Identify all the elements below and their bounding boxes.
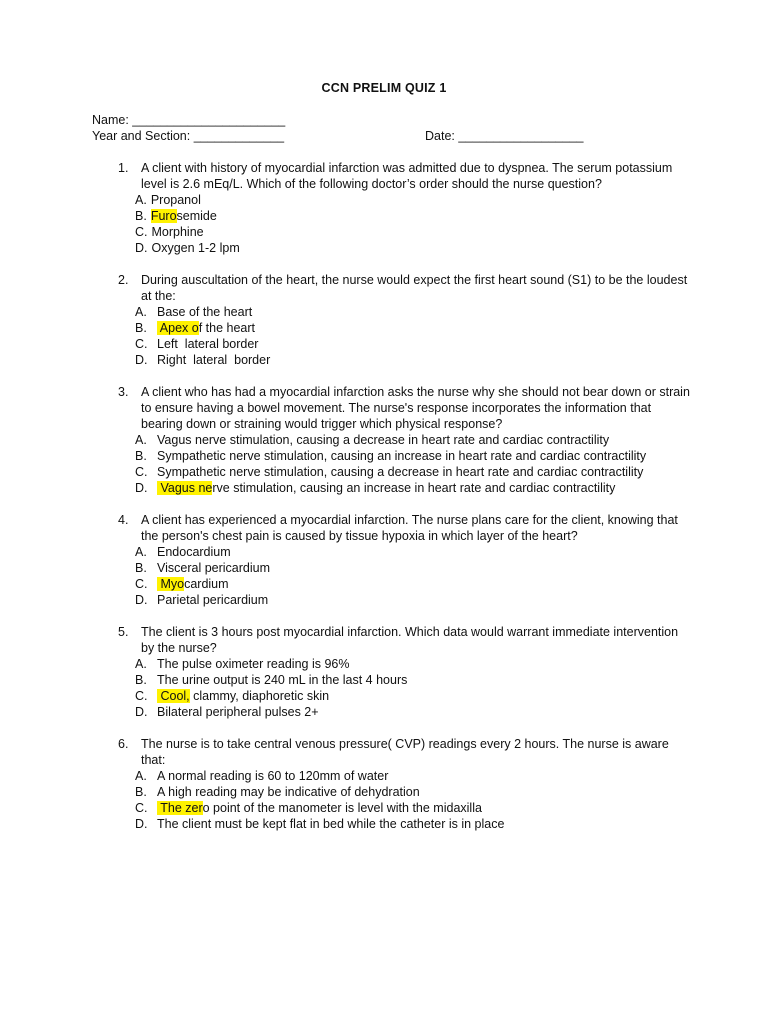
- option-letter: D.: [135, 593, 148, 607]
- option-text: [157, 672, 687, 688]
- option-text: [157, 480, 687, 496]
- option-text: [157, 816, 687, 832]
- answer-option: [135, 576, 692, 592]
- answer-option: [135, 768, 692, 784]
- option-text-rest: Vagus nerve stimulation, causing a decrease in heart rate and cardiac contractility: [157, 433, 610, 447]
- option-text-rest: Parietal pericardium: [157, 593, 269, 607]
- question-number: 1.: [118, 161, 129, 175]
- option-text-rest: rve stimulation, causing an increase in heart rate and cardiac contractility: [212, 481, 616, 495]
- option-letter: A.: [135, 545, 147, 559]
- option-letter: C.: [135, 801, 148, 815]
- option-text-rest: Endocardium: [157, 545, 231, 559]
- answer-option: [135, 656, 692, 672]
- option-text-rest: Sympathetic nerve stimulation, causing an increase in heart rate and cardiac contractility: [157, 449, 647, 463]
- option-letter: B.: [135, 785, 147, 799]
- option-text: [157, 768, 687, 784]
- option-text-rest: Morphine: [151, 225, 204, 239]
- quiz-title: CCN PRELIM QUIZ 1: [321, 81, 447, 95]
- question-text: A client who has had a myocardial infarction asks the nurse why she should not bear down or strain to ensure having a bowel movement. The nurse's response incorporates the information that bearing down or straining would trigger which physical response?: [141, 385, 690, 431]
- option-text-rest: Propanol: [150, 193, 201, 207]
- question-number: 3.: [118, 385, 129, 399]
- question-number: 2.: [118, 273, 129, 287]
- option-text: [157, 656, 687, 672]
- option-text-rest: Sympathetic nerve stimulation, causing a decrease in heart rate and cardiac contractility: [157, 465, 644, 479]
- question-text: The nurse is to take central venous pressure( CVP) readings every 2 hours. The nurse is aware that:: [141, 737, 669, 767]
- highlighted-answer: Myo: [157, 577, 185, 591]
- question-text: A client with history of myocardial infarction was admitted due to dyspnea. The serum potassium level is 2.6 mEq/L. Which of the following doctor’s order should the nurse question?: [141, 161, 673, 191]
- question-number: 4.: [118, 513, 129, 527]
- answer-options: [92, 432, 692, 496]
- option-text: [157, 576, 687, 592]
- question-2: [92, 272, 692, 368]
- answer-option: [135, 480, 692, 496]
- answer-options: [92, 304, 692, 368]
- option-text-rest: Right lateral border: [157, 353, 271, 367]
- highlighted-answer: Vagus ne: [157, 481, 213, 495]
- date-field-line: Date: __________________: [425, 129, 584, 143]
- highlighted-answer: The zer: [157, 801, 203, 815]
- option-text: [157, 320, 687, 336]
- question-1: [92, 160, 692, 256]
- answer-option: [135, 336, 692, 352]
- option-letter: C.: [135, 225, 148, 239]
- answer-option: [135, 464, 692, 480]
- option-letter: A.: [135, 433, 147, 447]
- option-text: [157, 592, 687, 608]
- option-text-rest: clammy, diaphoretic skin: [189, 689, 330, 703]
- highlighted-answer: Furo: [150, 209, 177, 223]
- option-text: [152, 225, 204, 239]
- answer-option: [135, 784, 692, 800]
- option-text-rest: cardium: [184, 577, 229, 591]
- option-letter: C.: [135, 577, 148, 591]
- answer-option: [135, 224, 692, 240]
- option-text-rest: A high reading may be indicative of dehydration: [157, 785, 420, 799]
- answer-option: [135, 192, 692, 208]
- answer-option: [135, 800, 692, 816]
- answer-option: [135, 208, 692, 224]
- year-section-field-line: Year and Section: _____________: [92, 129, 285, 143]
- question-5: [92, 624, 692, 720]
- answer-option: [135, 240, 692, 256]
- option-letter: A.: [135, 305, 147, 319]
- option-letter: B.: [135, 449, 147, 463]
- question-6: [92, 736, 692, 832]
- answer-option: [135, 352, 692, 368]
- option-text-rest: The pulse oximeter reading is 96%: [157, 657, 350, 671]
- answer-option: [135, 432, 692, 448]
- option-letter: B.: [135, 321, 147, 335]
- option-letter: D.: [135, 481, 148, 495]
- option-text: [151, 209, 217, 223]
- question-number: 6.: [118, 737, 129, 751]
- answer-options: [92, 192, 692, 256]
- option-text: [157, 704, 687, 720]
- question-list: [92, 160, 692, 848]
- answer-option: [135, 560, 692, 576]
- question-text: During auscultation of the heart, the nurse would expect the first heart sound (S1) to be the loudest at the:: [141, 273, 688, 303]
- highlighted-answer: Cool,: [157, 689, 190, 703]
- answer-options: [92, 544, 692, 608]
- name-field-line: Name: ______________________: [92, 113, 286, 127]
- option-text-rest: f the heart: [198, 321, 255, 335]
- option-text-rest: A normal reading is 60 to 120mm of water: [157, 769, 389, 783]
- option-text-rest: Oxygen 1-2 lpm: [151, 241, 240, 255]
- option-text-rest: o point of the manometer is level with the midaxilla: [202, 801, 482, 815]
- answer-option: [135, 448, 692, 464]
- option-text: [157, 800, 687, 816]
- answer-option: [135, 816, 692, 832]
- option-letter: B.: [135, 209, 147, 223]
- option-letter: B.: [135, 673, 147, 687]
- question-3: [92, 384, 692, 496]
- option-letter: C.: [135, 465, 148, 479]
- option-text: [151, 193, 201, 207]
- option-text: [157, 336, 687, 352]
- question-text: The client is 3 hours post myocardial infarction. Which data would warrant immediate intervention by the nurse?: [141, 625, 679, 655]
- option-letter: D.: [135, 817, 148, 831]
- option-text-rest: Visceral pericardium: [157, 561, 271, 575]
- option-text: [157, 544, 687, 560]
- answer-option: [135, 304, 692, 320]
- question-text: A client has experienced a myocardial infarction. The nurse plans care for the client, knowing that the person's chest pain is caused by tissue hypoxia in which layer of the heart?: [141, 513, 678, 543]
- option-text: [157, 304, 687, 320]
- option-letter: D.: [135, 353, 148, 367]
- question-number: 5.: [118, 625, 129, 639]
- answer-options: [92, 768, 692, 832]
- option-letter: D.: [135, 241, 148, 255]
- option-letter: A.: [135, 657, 147, 671]
- option-text: [152, 241, 240, 255]
- option-letter: C.: [135, 689, 148, 703]
- option-text: [157, 352, 687, 368]
- option-text: [157, 560, 687, 576]
- answer-option: [135, 704, 692, 720]
- option-text-rest: semide: [176, 209, 217, 223]
- option-text-rest: The client must be kept flat in bed while the catheter is in place: [157, 817, 505, 831]
- option-letter: A.: [135, 769, 147, 783]
- option-text-rest: Bilateral peripheral pulses 2+: [157, 705, 319, 719]
- option-text: [157, 784, 687, 800]
- option-letter: D.: [135, 705, 148, 719]
- option-text-rest: Left lateral border: [157, 337, 259, 351]
- option-text: [157, 464, 687, 480]
- option-letter: B.: [135, 561, 147, 575]
- answer-option: [135, 320, 692, 336]
- option-text-rest: Base of the heart: [157, 305, 253, 319]
- answer-option: [135, 544, 692, 560]
- option-text-rest: The urine output is 240 mL in the last 4 hours: [157, 673, 408, 687]
- answer-option: [135, 688, 692, 704]
- question-4: [92, 512, 692, 608]
- option-letter: A.: [135, 193, 147, 207]
- option-text: [157, 448, 687, 464]
- option-text: [157, 688, 687, 704]
- answer-option: [135, 672, 692, 688]
- answer-options: [92, 656, 692, 720]
- highlighted-answer: Apex o: [157, 321, 199, 335]
- answer-option: [135, 592, 692, 608]
- option-text: [157, 432, 687, 448]
- option-letter: C.: [135, 337, 148, 351]
